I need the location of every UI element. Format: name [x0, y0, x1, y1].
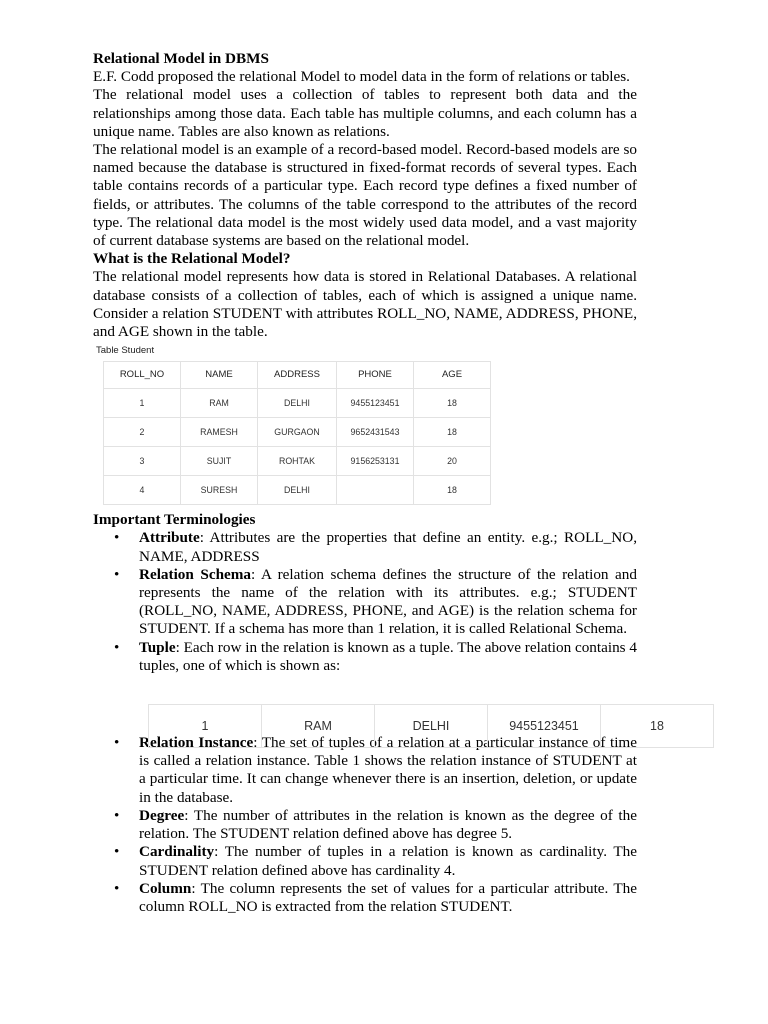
tuple-cell: 18 [650, 719, 664, 733]
column-header: PHONE [337, 362, 414, 389]
table-cell [337, 476, 414, 505]
bullet-icon: • [114, 529, 120, 547]
tuple-cell: 9455123451 [488, 705, 601, 747]
table-caption: Table Student [96, 345, 155, 357]
table-cell: 20 [414, 447, 491, 476]
term-label: Attribute [139, 529, 200, 547]
student-table [103, 361, 491, 505]
table-cell: GURGAON [258, 418, 337, 447]
table-cell: 18 [414, 418, 491, 447]
list-item [114, 879, 637, 916]
bullet-icon: • [114, 806, 120, 824]
document-page [93, 50, 637, 916]
table-cell: 9455123451 [337, 389, 414, 418]
paragraph: E.F. Codd proposed the relational Model to model data in the form of relations or tables. [93, 68, 630, 86]
list-item [114, 565, 637, 639]
tuple-cell: 1 [149, 705, 262, 747]
table-cell: 9156253131 [337, 447, 414, 476]
term-label: Relation Schema [139, 565, 252, 583]
term-description: : The number of attributes in the relation is known as the degree of the relation. The STUDENT relation defined above has degree 5. [139, 806, 637, 843]
table-cell: 2 [104, 418, 181, 447]
term-label: Degree [139, 806, 185, 824]
column-header: ADDRESS [258, 362, 337, 389]
paragraph: The relational model is an example of a record-based model. Record-based models are so named because the database is structured in fixed-format records of several types. Each table contains records of a particular type. Each record type defines a fixed number of fields, or attributes. The columns of the table correspond to the attributes of the record type. The relational data model is the most widely used data model, and a vast majority of current database systems are based on the relational model. [93, 141, 637, 250]
section-title: Important Terminologies [93, 511, 256, 529]
table-cell: 3 [104, 447, 181, 476]
list-item [114, 638, 637, 675]
table-row [104, 476, 491, 505]
section-title: What is the Relational Model? [93, 250, 291, 268]
section-title: Relational Model in DBMS [93, 50, 269, 67]
bullet-icon: • [114, 565, 120, 583]
list-item [114, 806, 637, 843]
term-description: : A relation schema defines the structure of the relation and represents the name of the relation with its attributes. e.g.; STUDENT (ROLL_NO, NAME, ADDRESS, PHONE, and AGE) is the relation schema for STUDENT. If a schema has more than 1 relation, it is called Relational Schema. [139, 565, 637, 638]
column-header: NAME [181, 362, 258, 389]
table-cell: 9652431543 [337, 418, 414, 447]
table-row [104, 447, 491, 476]
table-cell: DELHI [258, 476, 337, 505]
bullet-icon: • [114, 879, 120, 897]
term-description: : The column represents the set of values for a particular attribute. The column ROLL_NO is extracted from the relation STUDENT. [139, 879, 637, 915]
bullet-icon: • [114, 734, 120, 752]
paragraph: The relational model uses a collection of tables to represent both data and the relationships among those data. Each table has multiple columns, and each column has a unique name. Tables are also known as relations. [93, 86, 637, 140]
table-cell: SURESH [181, 476, 258, 505]
tuple-cell: RAM [262, 705, 375, 747]
table-cell: ROHTAK [258, 447, 337, 476]
term-description: : The set of tuples of a relation at a particular instance of time is called a relation instance. Table 1 shows the relation instance of STUDENT at a particular time. It can change whenever there is an insertion, deletion, or update in the database. [139, 734, 637, 806]
bullet-icon: • [114, 843, 120, 861]
table-cell: 4 [104, 476, 181, 505]
table-cell: DELHI [258, 389, 337, 418]
table-cell: 18 [414, 389, 491, 418]
table-cell: 18 [414, 476, 491, 505]
table-cell: RAMESH [181, 418, 258, 447]
list-item [114, 843, 637, 879]
column-header: AGE [414, 362, 491, 389]
bullet-icon: • [114, 638, 120, 656]
term-label: Relation Instance [139, 734, 254, 752]
term-description: : The number of tuples in a relation is known as cardinality. The STUDENT relation defined above has cardinality 4. [139, 843, 637, 879]
term-label: Column [139, 879, 192, 897]
tuple-example [148, 704, 714, 748]
column-header: ROLL_NO [104, 362, 181, 389]
term-label: Cardinality [139, 843, 215, 861]
table-cell: 1 [104, 389, 181, 418]
paragraph: The relational model represents how data is stored in Relational Databases. A relational database consists of a collection of tables, each of which is assigned a unique name. Consider a relation STUDENT with attributes ROLL_NO, NAME, ADDRESS, PHONE, and AGE shown in the table. [93, 268, 637, 341]
term-description: : Attributes are the properties that define an entity. e.g.; ROLL_NO, NAME, ADDRESS [139, 529, 637, 565]
tuple-cell: DELHI [375, 705, 488, 747]
table-row [104, 389, 491, 418]
term-description: : Each row in the relation is known as a tuple. The above relation contains 4 tuples, one of which is shown as: [139, 638, 637, 674]
list-item [114, 529, 637, 565]
table-row [104, 418, 491, 447]
table-cell: RAM [181, 389, 258, 418]
table-cell: SUJIT [181, 447, 258, 476]
table-header-row [104, 362, 491, 389]
term-label: Tuple [139, 638, 176, 656]
